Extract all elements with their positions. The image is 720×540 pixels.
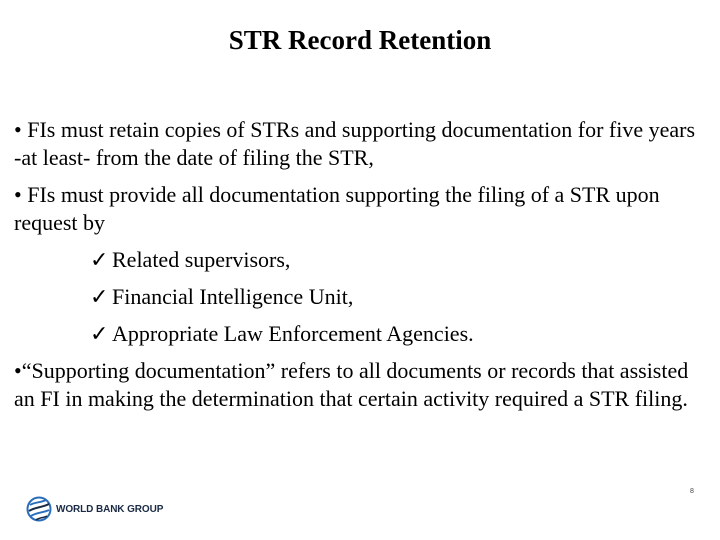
checklist-item-law-enforcement [90, 320, 704, 348]
slide-body [14, 116, 704, 422]
page-number: 8 [690, 488, 694, 495]
checkmark-icon: ✓ [90, 284, 109, 309]
checklist-item-label: Financial Intelligence Unit, [112, 284, 354, 309]
slide-title: STR Record Retention [228, 25, 492, 55]
logo-wordmark: WORLD BANK GROUP [56, 503, 164, 515]
checklist-item-label: Related supervisors, [112, 247, 291, 272]
globe-icon [26, 496, 52, 522]
checkmark-icon: ✓ [90, 247, 109, 272]
bullet-paragraph-provide: • FIs must provide all documentation supporting the filing of a STR upon request by [14, 182, 660, 235]
bullet-paragraph-retain: • FIs must retain copies of STRs and supporting documentation for five years -at least- from the date of filing the STR, [14, 117, 696, 170]
world-bank-group-logo [26, 495, 163, 523]
checklist-item-fiu [90, 283, 704, 311]
checklist-item-label: Appropriate Law Enforcement Agencies. [112, 321, 474, 346]
checklist-item-supervisors [90, 246, 704, 274]
checkmark-icon: ✓ [90, 321, 109, 346]
bullet-paragraph-definition: •“Supporting documentation” refers to all documents or records that assisted an FI in making the determination that certain activity required a STR filing. [14, 358, 689, 411]
